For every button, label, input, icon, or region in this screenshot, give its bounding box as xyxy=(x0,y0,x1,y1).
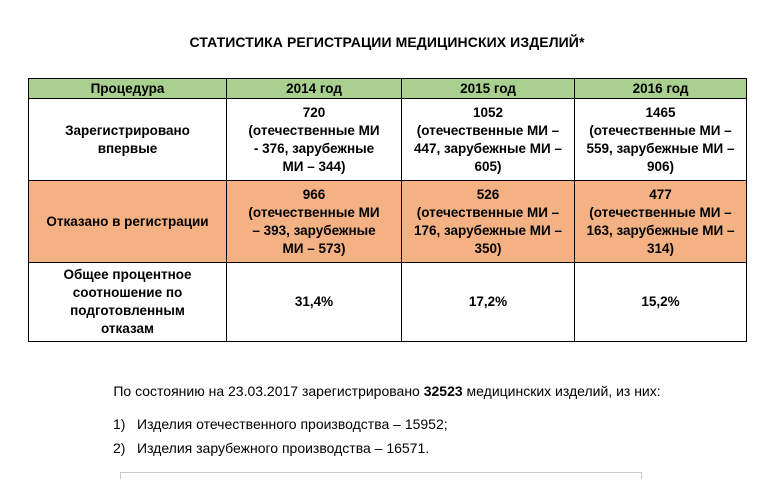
list-item xyxy=(113,436,448,460)
statistics-table xyxy=(28,78,747,342)
summary-paragraph xyxy=(0,383,774,399)
cell-registered-2014: 720 (отечественные МИ - 376, зарубежные МИ – 344) xyxy=(227,99,402,181)
cell-ratio-2015: 17,2% xyxy=(402,263,575,342)
summary-count: 32523 xyxy=(423,383,463,399)
summary-suffix: медицинских изделий, из них: xyxy=(462,383,661,399)
cell-refused-2015: 526 (отечественные МИ – 176, зарубежные МИ – 350) xyxy=(402,181,575,263)
row-label-ratio: Общее процентное соотношение по подготовленным отказам xyxy=(29,263,227,342)
cell-registered-2016: 1465 (отечественные МИ – 559, зарубежные МИ – 906) xyxy=(575,99,747,181)
table-row-registered xyxy=(29,99,747,181)
cell-registered-2015: 1052 (отечественные МИ – 447, зарубежные МИ – 605) xyxy=(402,99,575,181)
list-item xyxy=(113,412,448,436)
header-2016: 2016 год xyxy=(575,79,747,99)
cell-refused-2014: 966 (отечественные МИ – 393, зарубежные МИ – 573) xyxy=(227,181,402,263)
production-list xyxy=(113,412,448,460)
header-2015: 2015 год xyxy=(402,79,575,99)
table-row-refusal-ratio xyxy=(29,263,747,342)
list-item-number: 2) xyxy=(113,440,126,456)
cell-ratio-2016: 15,2% xyxy=(575,263,747,342)
row-label-refused: Отказано в регистрации xyxy=(29,181,227,263)
table-row-refused xyxy=(29,181,747,263)
summary-prefix: По состоянию на 23.03.2017 зарегистрировано xyxy=(113,383,424,399)
list-item-text: Изделия зарубежного производства – 16571. xyxy=(137,440,430,456)
header-2014: 2014 год xyxy=(227,79,402,99)
row-label-registered: Зарегистрировано впервые xyxy=(29,99,227,181)
content-box-edge xyxy=(120,472,642,479)
page-title: СТАТИСТИКА РЕГИСТРАЦИИ МЕДИЦИНСКИХ ИЗДЕЛИЙ* xyxy=(189,34,585,50)
list-item-number: 1) xyxy=(113,416,126,432)
cell-ratio-2014: 31,4% xyxy=(227,263,402,342)
header-procedure: Процедура xyxy=(29,79,227,99)
cell-refused-2016: 477 (отечественные МИ – 163, зарубежные МИ – 314) xyxy=(575,181,747,263)
list-item-text: Изделия отечественного производства – 15952; xyxy=(137,416,448,432)
table-header-row xyxy=(29,79,747,99)
